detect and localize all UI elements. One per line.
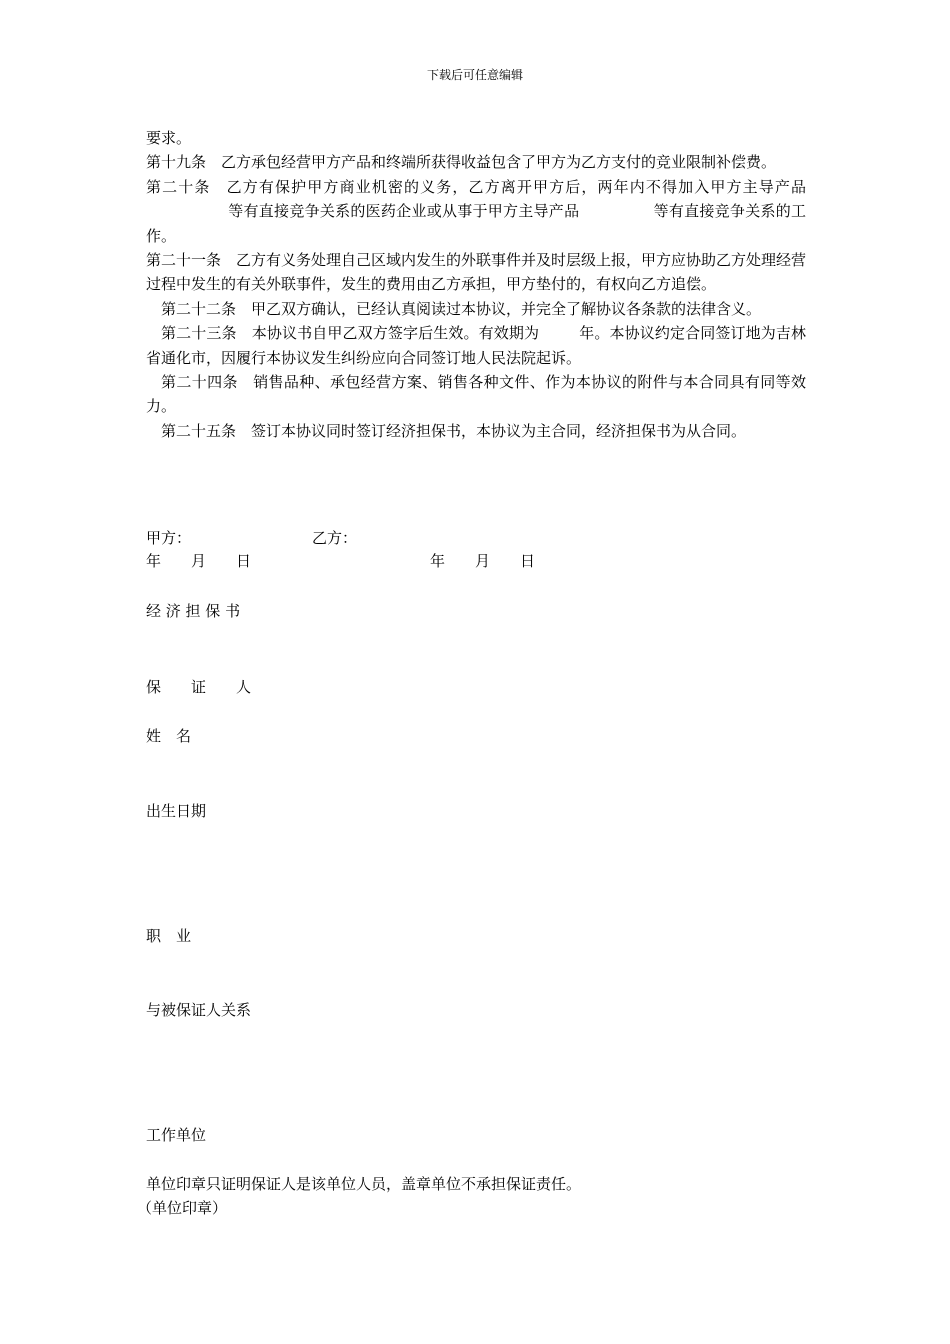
clause-20-part-a: 第二十条 乙方有保护甲方商业机密的义务，乙方离开甲方后，两年内不得加入甲方主导产品 [146,177,806,196]
clause-19: 第十九条 乙方承包经营甲方产品和终端所获得收益包含了甲方为乙方支付的竞业限制补偿费。 [146,153,777,172]
clause-24: 第二十四条 销售品种、承包经营方案、销售各种文件、作为本协议的附件与本合同具有同等效力。 [146,373,806,416]
relation-label: 与被保证人关系 [146,1001,252,1019]
occupation-label: 职 业 [146,927,192,945]
party-a-date: 年 月 日 [146,552,252,570]
clause-22: 第二十二条 甲乙双方确认，已经认真阅读过本协议，并完全了解协议各条款的法律含义。 [161,299,762,318]
party-a-label: 甲方： [146,529,192,547]
seal-note: 单位印章只证明保证人是该单位人员，盖章单位不承担保证责任。 [146,1175,582,1193]
page-header: 下载后可任意编辑 [426,68,523,82]
clause-20-part-b: 等有直接竞争关系的医药企业或从事于甲方主导产品 [228,202,580,221]
birth-date-label: 出生日期 [146,802,207,820]
clause-20 [146,175,806,248]
clause-18-tail: 要求。 [146,129,192,147]
clause-23-part-b: 年。本协议约定合同签订地为吉林省通化市，因履行本协议发生纠纷应向合同签订地人民法院起诉。 [146,324,806,367]
clause-21: 第二十一条 乙方有义务处理自己区域内发生的外联事件并及时层级上报，甲方应协助乙方处理经营过程中发生的有关外联事件，发生的费用由乙方承担，甲方垫付的，有权向乙方追偿。 [146,251,807,294]
clause-20-part-c: 等有直接竞争关系的工作。 [146,202,806,245]
seal-label: （单位印章） [137,1199,228,1217]
party-b-label: 乙方： [312,529,358,547]
guarantee-title: 经 济 担 保 书 [146,602,241,620]
clause-23-part-a: 第二十三条 本协议书自甲乙双方签字后生效。有效期为 [161,324,540,343]
employer-label: 工作单位 [146,1126,207,1144]
agreement-clauses [146,126,806,443]
name-label: 姓 名 [146,727,192,745]
party-b-date: 年 月 日 [430,552,536,570]
clause-23 [146,321,806,370]
clause-25: 第二十五条 签订本协议同时签订经济担保书，本协议为主合同，经济担保书为从合同。 [161,421,747,440]
guarantor-label: 保 证 人 [146,678,252,696]
